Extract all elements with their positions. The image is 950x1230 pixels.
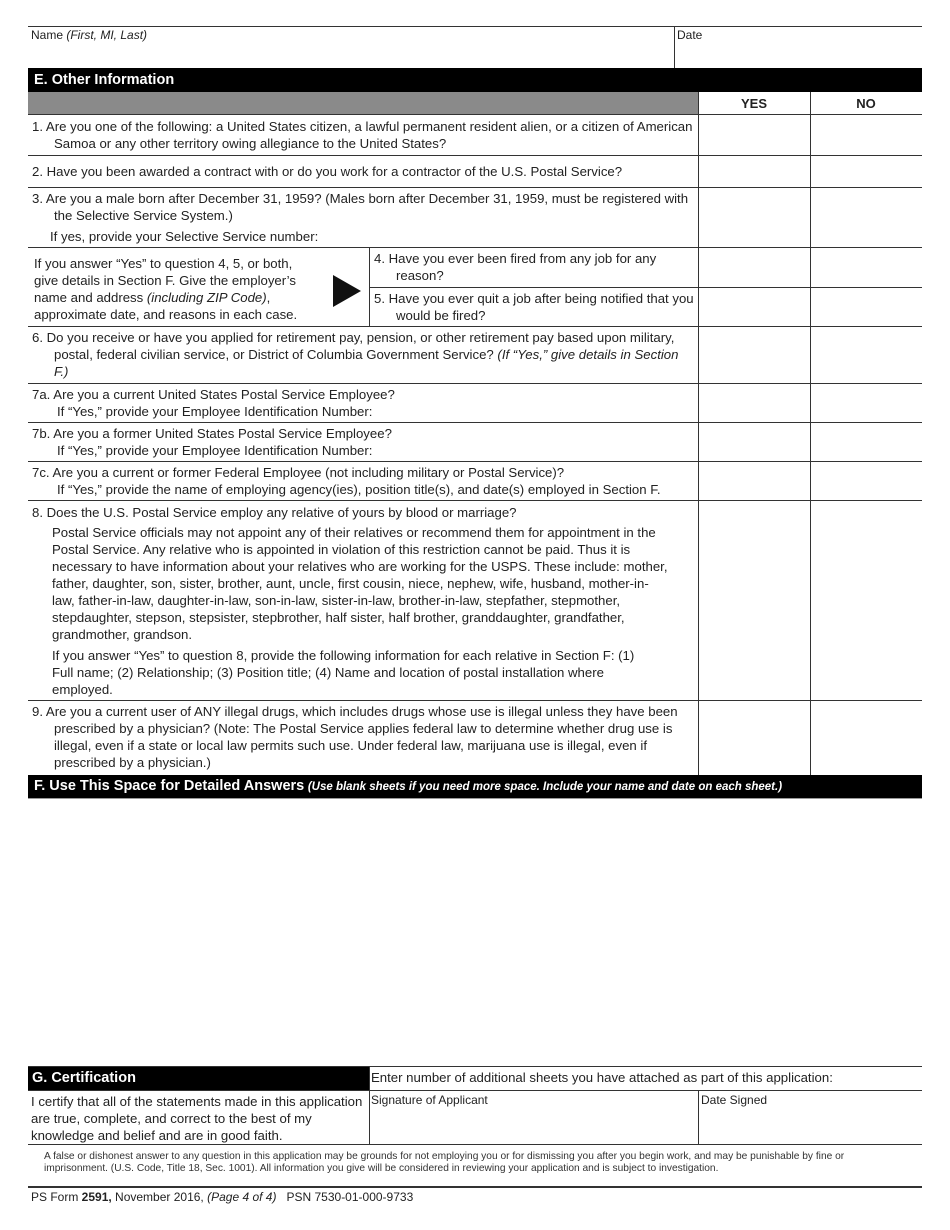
question-1: 1. Are you one of the following: a United States citizen, a lawful permanent resident alien, or a citizen of American Samoa or any other territory owing allegiance to the United States? <box>32 119 693 151</box>
question-2: 2. Have you been awarded a contract with or do you work for a contractor of the U.S. Postal Service? <box>32 164 623 179</box>
question-8-instructions: If you answer “Yes” to question 8, provide the following information for each relative in Section F: (1) Full name; (2) Relationship; (3) Position title; (4) Name and location of postal installation where employed. <box>52 648 635 697</box>
additional-sheets-label: Enter number of additional sheets you have attached as part of this application: <box>371 1070 833 1085</box>
certification-statement: I certify that all of the statements made in this application are true, complete, and correct to the best of my knowledge and belief and are in good faith. <box>31 1094 363 1143</box>
signature-input[interactable] <box>371 1108 696 1143</box>
q1-yes-box[interactable] <box>699 115 810 155</box>
question-6: 6. Do you receive or have you applied for retirement pay, pension, or other retirement pay based upon military, postal, federal civilian service, or District of Columbia Government Service? (If “Yes,” give details in Section F.) <box>32 330 679 379</box>
question-8-relatives-explanation: Postal Service officials may not appoint any of their relatives or recommend them for appointment in the Postal Service. Any relative who is appointed in violation of this restriction cannot be paid. Thus it is necessary to have information about your relatives who are working for the USPS. These include: mother, father, daughter, son, sister, brother, aunt, uncle, first cousin, niece, nephew, wife, husband, mother-in-law, father-in-law, daughter-in-law, son-in-law, sister-in-law, brother-in-law, stepfather, stepmother, stepdaughter, stepson, stepsister, stepbrother, half sister, half brother, granddaughter, grandfather, grandmother, grandson. <box>52 525 668 642</box>
signature-label: Signature of Applicant <box>371 1093 488 1107</box>
q6-no-box[interactable] <box>811 327 922 383</box>
section-e-title: E. Other Information <box>28 68 922 92</box>
question-8: 8. Does the U.S. Postal Service employ any relative of yours by blood or marriage? <box>32 505 517 520</box>
form-footer: PS Form 2591, November 2016, (Page 4 of 4) PSN 7530-01-000-9733 <box>31 1190 414 1204</box>
question-7b: 7b. Are you a former United States Postal Service Employee? <box>32 426 392 441</box>
q9-yes-box[interactable] <box>699 701 810 775</box>
question-7b-ein: If “Yes,” provide your Employee Identification Number: <box>57 443 373 458</box>
q1-no-box[interactable] <box>811 115 922 155</box>
questions-4-5-instruction: If you answer “Yes” to question 4, 5, or both, give details in Section F. Give the employer’s name and address (including ZIP Code), approximate date, and reasons in each case. <box>34 256 298 322</box>
question-7a-ein: If “Yes,” provide your Employee Identification Number: <box>57 404 373 419</box>
q7c-no-box[interactable] <box>811 462 922 500</box>
date-input[interactable] <box>677 44 920 68</box>
detailed-answers-area[interactable] <box>28 800 922 1062</box>
q8-yes-box[interactable] <box>699 501 810 700</box>
q8-no-box[interactable] <box>811 501 922 700</box>
question-7c: 7c. Are you a current or former Federal Employee (not including military or Postal Service)? <box>32 465 565 480</box>
q9-no-box[interactable] <box>811 701 922 775</box>
date-signed-label: Date Signed <box>701 1093 768 1107</box>
q2-no-box[interactable] <box>811 156 922 187</box>
question-4: 4. Have you ever been fired from any job for any reason? <box>374 251 657 283</box>
date-signed-input[interactable] <box>701 1108 920 1143</box>
q7c-yes-box[interactable] <box>699 462 810 500</box>
q7a-no-box[interactable] <box>811 384 922 422</box>
date-field-label: Date <box>677 28 703 42</box>
q6-yes-box[interactable] <box>699 327 810 383</box>
name-field-label: Name (First, MI, Last) <box>31 28 148 42</box>
question-7c-details: If “Yes,” provide the name of employing agency(ies), position title(s), and date(s) employed in Section F. <box>57 482 661 497</box>
q3-yes-box[interactable] <box>699 188 810 247</box>
q5-yes-box[interactable] <box>699 288 810 326</box>
q2-yes-box[interactable] <box>699 156 810 187</box>
question-3: 3. Are you a male born after December 31, 1959? (Males born after December 31, 1959, must be registered with the Selective Service System.) <box>32 191 689 223</box>
question-3-selective-service: If yes, provide your Selective Service number: <box>50 229 319 244</box>
name-input[interactable] <box>31 44 671 68</box>
section-f-title: F. Use This Space for Detailed Answers (Use blank sheets if you need more space. Include your name and date on each sheet.) <box>28 775 922 798</box>
section-g-title: G. Certification <box>28 1067 369 1090</box>
q4-no-box[interactable] <box>811 248 922 287</box>
section-e-gray-band <box>28 92 698 114</box>
q3-no-box[interactable] <box>811 188 922 247</box>
q5-no-box[interactable] <box>811 288 922 326</box>
q7b-yes-box[interactable] <box>699 423 810 461</box>
question-7a: 7a. Are you a current United States Postal Service Employee? <box>32 387 395 402</box>
no-column-header: NO <box>856 96 876 111</box>
question-9: 9. Are you a current user of ANY illegal drugs, which includes drugs whose use is illegal unless they have been prescribed by a physician? (Note: The Postal Service applies federal law to determine whether drug use is illegal, even if a state or local law permits such use. Under federal law, marijuana use is illegal, even if prescribed by a physician.) <box>32 704 678 770</box>
q7b-no-box[interactable] <box>811 423 922 461</box>
false-answer-warning: A false or dishonest answer to any question in this application may be grounds for not employing you or for dismissing you after you begin work, and may be punishable by fine or imprisonment. (U.S. Code, Title 18, Sec. 1001). All information you give will be considered in reviewing your application and is subject to investigation. <box>44 1151 845 1174</box>
arrow-right-icon <box>333 275 363 307</box>
question-5: 5. Have you ever quit a job after being notified that you would be fired? <box>374 291 694 323</box>
yes-column-header: YES <box>740 96 767 111</box>
q7a-yes-box[interactable] <box>699 384 810 422</box>
q4-yes-box[interactable] <box>699 248 810 287</box>
